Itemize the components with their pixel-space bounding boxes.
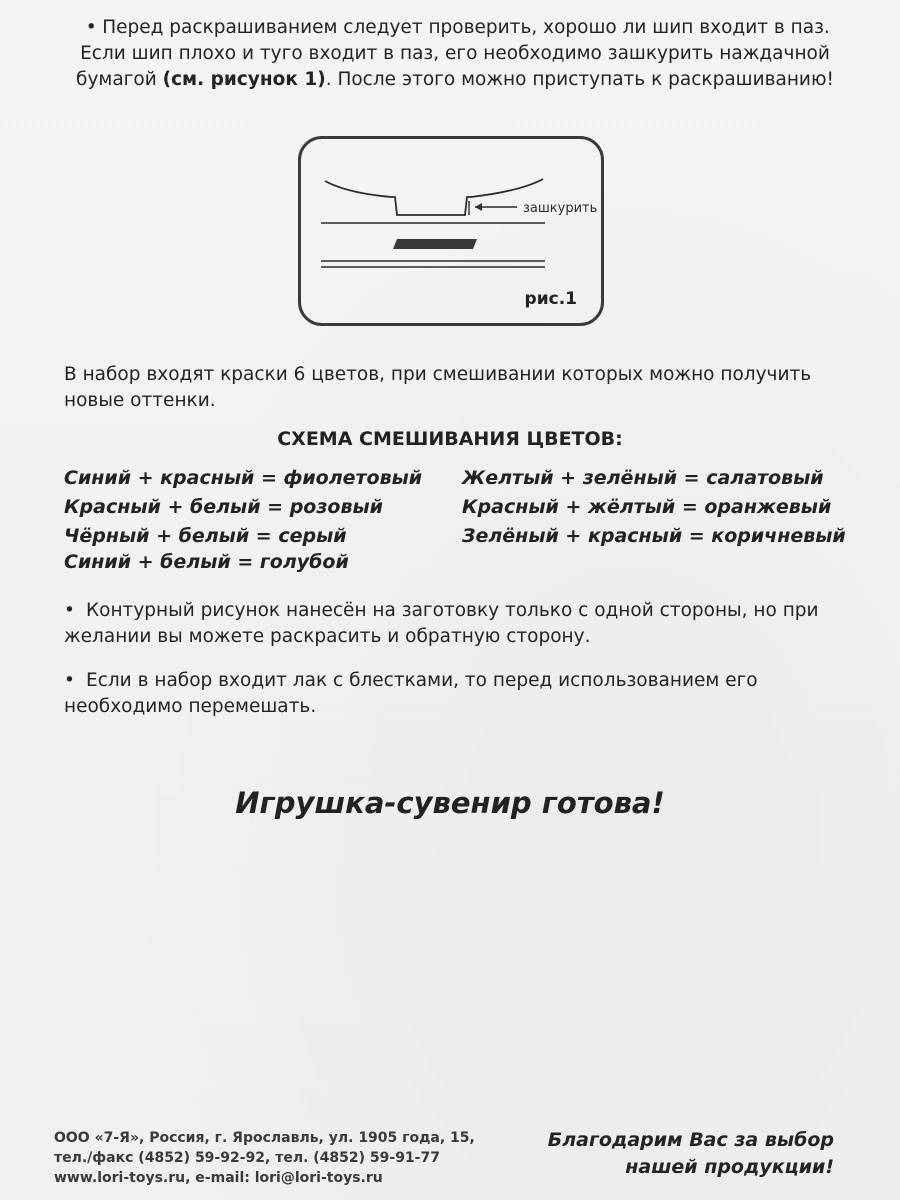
mix-rule-left-3: Чёрный + белый = серый [64,525,347,547]
company-phones: тел./факс (4852) 59-92-92, тел. (4852) 59-91-77 [54,1150,440,1166]
mix-rule-right-3: Зелёный + красный = коричневый [462,525,846,547]
mixing-scheme-title: СХЕМА СМЕШИВАНИЯ ЦВЕТОВ: [277,428,623,450]
mix-rule-left-4: Синий + белый = голубой [64,551,349,573]
lacquer-paragraph [64,668,854,720]
thank-you-note [548,1127,834,1181]
intro-paragraph [70,15,840,93]
figure-1 [298,136,604,326]
contour-paragraph [64,598,854,650]
sand-label: зашкурить [523,201,598,216]
company-address: ООО «7-Я», Россия, г. Ярославль, ул. 1905 года, 15, [54,1130,475,1146]
thanks-line-1: Благодарим Вас за выбор [547,1129,834,1151]
mix-rule-right-1: Желтый + зелёный = салатовый [462,467,824,489]
mix-rule-left-2: Красный + белый = розовый [64,496,383,518]
figure-caption: рис.1 [524,289,577,309]
paint-set-paragraph: В набор входят краски 6 цветов, при смешивании которых можно получить новые оттенки. [64,364,812,411]
contour-text: Контурный рисунок нанесён на заготовку только с одной стороны, но при желании вы можете раскрасить и обратную сторону. [64,600,819,647]
figure-reference: (см. рисунок 1) [162,69,326,90]
arrow-head-icon [475,203,482,211]
company-web: www.lori-toys.ru, e-mail: lori@lori-toys.ru [54,1170,383,1186]
intro-text-part2: . После этого можно приступать к раскрашиванию! [325,69,834,90]
tenon-outline [325,179,543,215]
toy-ready-heading: Игрушка-сувенир готова! [235,786,665,820]
lacquer-text: Если в набор входит лак с блестками, то перед использованием его необходимо перемешать. [64,670,758,717]
slot-shape [393,239,477,249]
bullet-icon: • [85,17,97,38]
thanks-line-2: нашей продукции! [625,1156,834,1178]
mix-rule-left-1: Синий + красный = фиолетовый [64,467,423,489]
bullet-icon: • [64,670,75,691]
bullet-icon: • [64,600,75,621]
mix-rule-right-2: Красный + жёлтый = оранжевый [462,496,832,518]
company-info [54,1128,475,1188]
intro-text-part1: Перед раскрашиванием следует проверить, хорошо ли шип входит в паз. Если шип плохо и туго входит в паз, его необходимо зашкурить наждачной бумагой [76,17,830,90]
